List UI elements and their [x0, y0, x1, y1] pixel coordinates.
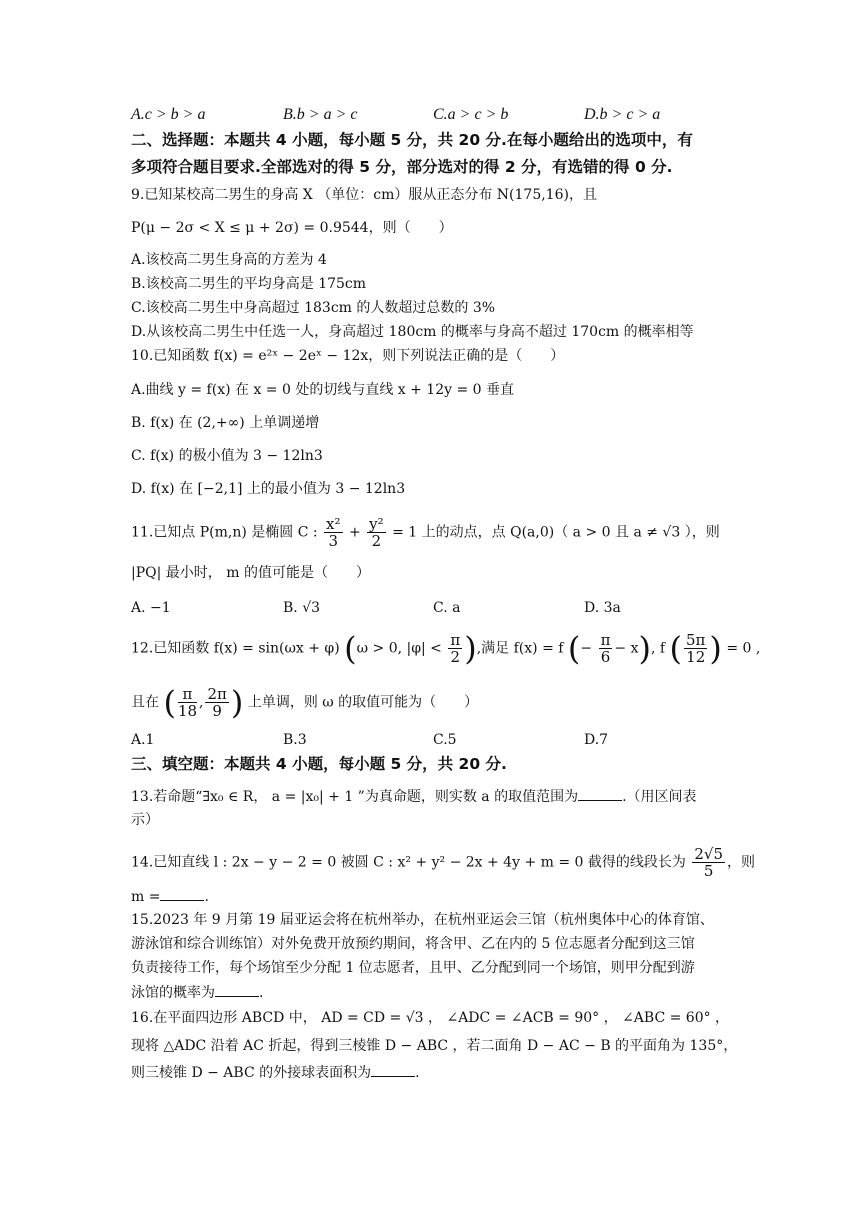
q12-option-b: B.3	[283, 732, 307, 748]
q9-stem-line2: P(μ − 2σ < X ≤ μ + 2σ) = 0.9544，则（ ）	[131, 220, 453, 236]
q10-option-d: D. f(x) 在 [−2,1] 上的最小值为 3 − 12ln3	[131, 481, 406, 497]
q14-fraction: $\frac{2√5}{5}$	[694, 845, 724, 880]
q11-stem-part-a: 11.已知点 P(m,n) 是椭圆 C :	[131, 524, 318, 541]
q11-stem-line1: 11.已知点 P(m,n) 是椭圆 C : $\frac{\text{x²}}{3}$ + $\frac{\text{y²}}{2}$ = 1 上的动点，点 Q(a,0)（ a > 0 且 a ≠ √3 ），则	[131, 515, 720, 550]
q13-line2: 示）	[131, 812, 159, 828]
q16-answer-blank	[371, 1062, 415, 1077]
q11-stem-part-b: = 1 上的动点，点 Q(a,0)（ a > 0 且 a ≠ √3 ），则	[392, 524, 720, 541]
q12-stem-line1: 12.已知函数 f(x) = sin(ωx + φ) (ω > 0, |φ| < $\frac{\pi}{2}$ ),满足 f(x) = f (− $\frac{\pi}{6}$ − x), f ( $\frac{5\pi}{12}$ ) = 0 ,	[131, 629, 761, 668]
q12-stem-line2: 且在 ( $\frac{\pi}{18}$ , $\frac{2\pi}{9}$ ) 上单调，则 ω 的取值可能为（ ）	[131, 683, 479, 722]
q15-line1: 15.2023 年 9 月第 19 届亚运会将在杭州举办，在杭州亚运会三馆（杭州奥体中心的体育馆、	[131, 912, 714, 928]
q15-line3: 负责接待工作，每个场馆至少分配 1 位志愿者，且甲、乙分配到同一个场馆，则甲分配到游	[131, 960, 695, 976]
q12-fraction-pi-2: $\frac{\pi}{2}$	[450, 631, 461, 666]
section3-heading: 三、填空题：本题共 4 小题，每小题 5 分，共 20 分.	[131, 755, 507, 773]
q11-option-b: B. √3	[283, 600, 321, 616]
q12-fraction-pi-18: $\frac{\pi}{18}$	[177, 685, 198, 720]
q12-option-c: C.5	[433, 732, 457, 748]
q9-option-b: B.该校高二男生的平均身高是 175cm	[131, 276, 367, 292]
q12-option-d: D.7	[584, 732, 609, 748]
q9-stem-line1: 9.已知某校高二男生的身高 X （单位：cm）服从正态分布 N(175,16)，且	[131, 187, 597, 203]
q12-fraction-2pi-9: $\frac{2\pi}{9}$	[207, 685, 227, 720]
q11-option-a: A. −1	[131, 600, 171, 616]
q13-answer-blank	[578, 786, 622, 801]
q16-line2: 现将 △ADC 沿着 AC 折起，得到三棱锥 D − ABC ，若二面角 D − AC − B 的平面角为 135°，	[131, 1038, 738, 1054]
q10-option-c: C. f(x) 的极小值为 3 − 12ln3	[131, 448, 323, 464]
q8-option-d: D.b > c > a	[584, 106, 661, 123]
q14-answer-blank	[160, 886, 204, 901]
q15-line4: 泳馆的概率为 .	[131, 982, 263, 1003]
q11-fraction-y: $\frac{\text{y²}}{2}$	[369, 515, 384, 550]
q10-stem: 10.已知函数 f(x) = e²ˣ − 2eˣ − 12x，则下列说法正确的是（ ）	[131, 348, 565, 364]
q15-line2: 游泳馆和综合训练馆）对外免费开放预约期间，将含甲、乙在内的 5 位志愿者分配到这三馆	[131, 936, 695, 952]
q10-option-a: A.曲线 y = f(x) 在 x = 0 处的切线与直线 x + 12y = 0 垂直	[131, 382, 515, 398]
q12-option-a: A.1	[131, 732, 155, 748]
q8-option-a: A.c > b > a	[131, 106, 206, 123]
q9-option-a: A.该校高二男生身高的方差为 4	[131, 252, 327, 268]
section2-heading-line2: 多项符合题目要求.全部选对的得 5 分，部分选对的得 2 分，有选错的得 0 分.	[131, 158, 673, 176]
q9-option-c: C.该校高二男生中身高超过 183cm 的人数超过总数的 3%	[131, 300, 496, 316]
q11-option-d: D. 3a	[584, 600, 621, 616]
q12-fraction-5pi-12: $\frac{5\pi}{12}$	[686, 631, 706, 666]
q14-line1: 14.已知直线 l : 2x − y − 2 = 0 被圆 C : x² + y² − 2x + 4y + m = 0 截得的线段长为 $\frac{2√5}{5}$ ，则	[131, 845, 756, 880]
q16-line3: 则三棱锥 D − ABC 的外接球表面积为 .	[131, 1062, 420, 1083]
q8-option-b: B.b > a > c	[283, 106, 358, 123]
q8-option-c: C.a > c > b	[433, 106, 509, 123]
q15-answer-blank	[215, 982, 259, 997]
q9-option-d: D.从该校高二男生中任选一人，身高超过 180cm 的概率与身高不超过 170cm 的概率相等	[131, 324, 694, 340]
q11-fraction-x: $\frac{\text{x²}}{3}$	[326, 515, 341, 550]
q11-option-c: C. a	[433, 600, 461, 616]
q11-stem-line2: |PQ| 最小时， m 的值可能是（ ）	[131, 565, 370, 581]
q13-line1: 13.若命题“∃x₀ ∈ R， a = |x₀| + 1 ”为真命题，则实数 a 的取值范围为 .（用区间表	[131, 786, 697, 807]
q12-fraction-pi-6: $\frac{\pi}{6}$	[600, 631, 611, 666]
q16-line1: 16.在平面四边形 ABCD 中， AD = CD = √3 ， ∠ADC = ∠ACB = 90° ， ∠ABC = 60° ，	[131, 1010, 730, 1026]
q10-option-b: B. f(x) 在 (2,+∞) 上单调递增	[131, 415, 320, 431]
q14-line2: m = .	[131, 886, 209, 907]
section2-heading-line1: 二、选择题：本题共 4 小题，每小题 5 分，共 20 分.在每小题给出的选项中，有	[131, 131, 693, 149]
